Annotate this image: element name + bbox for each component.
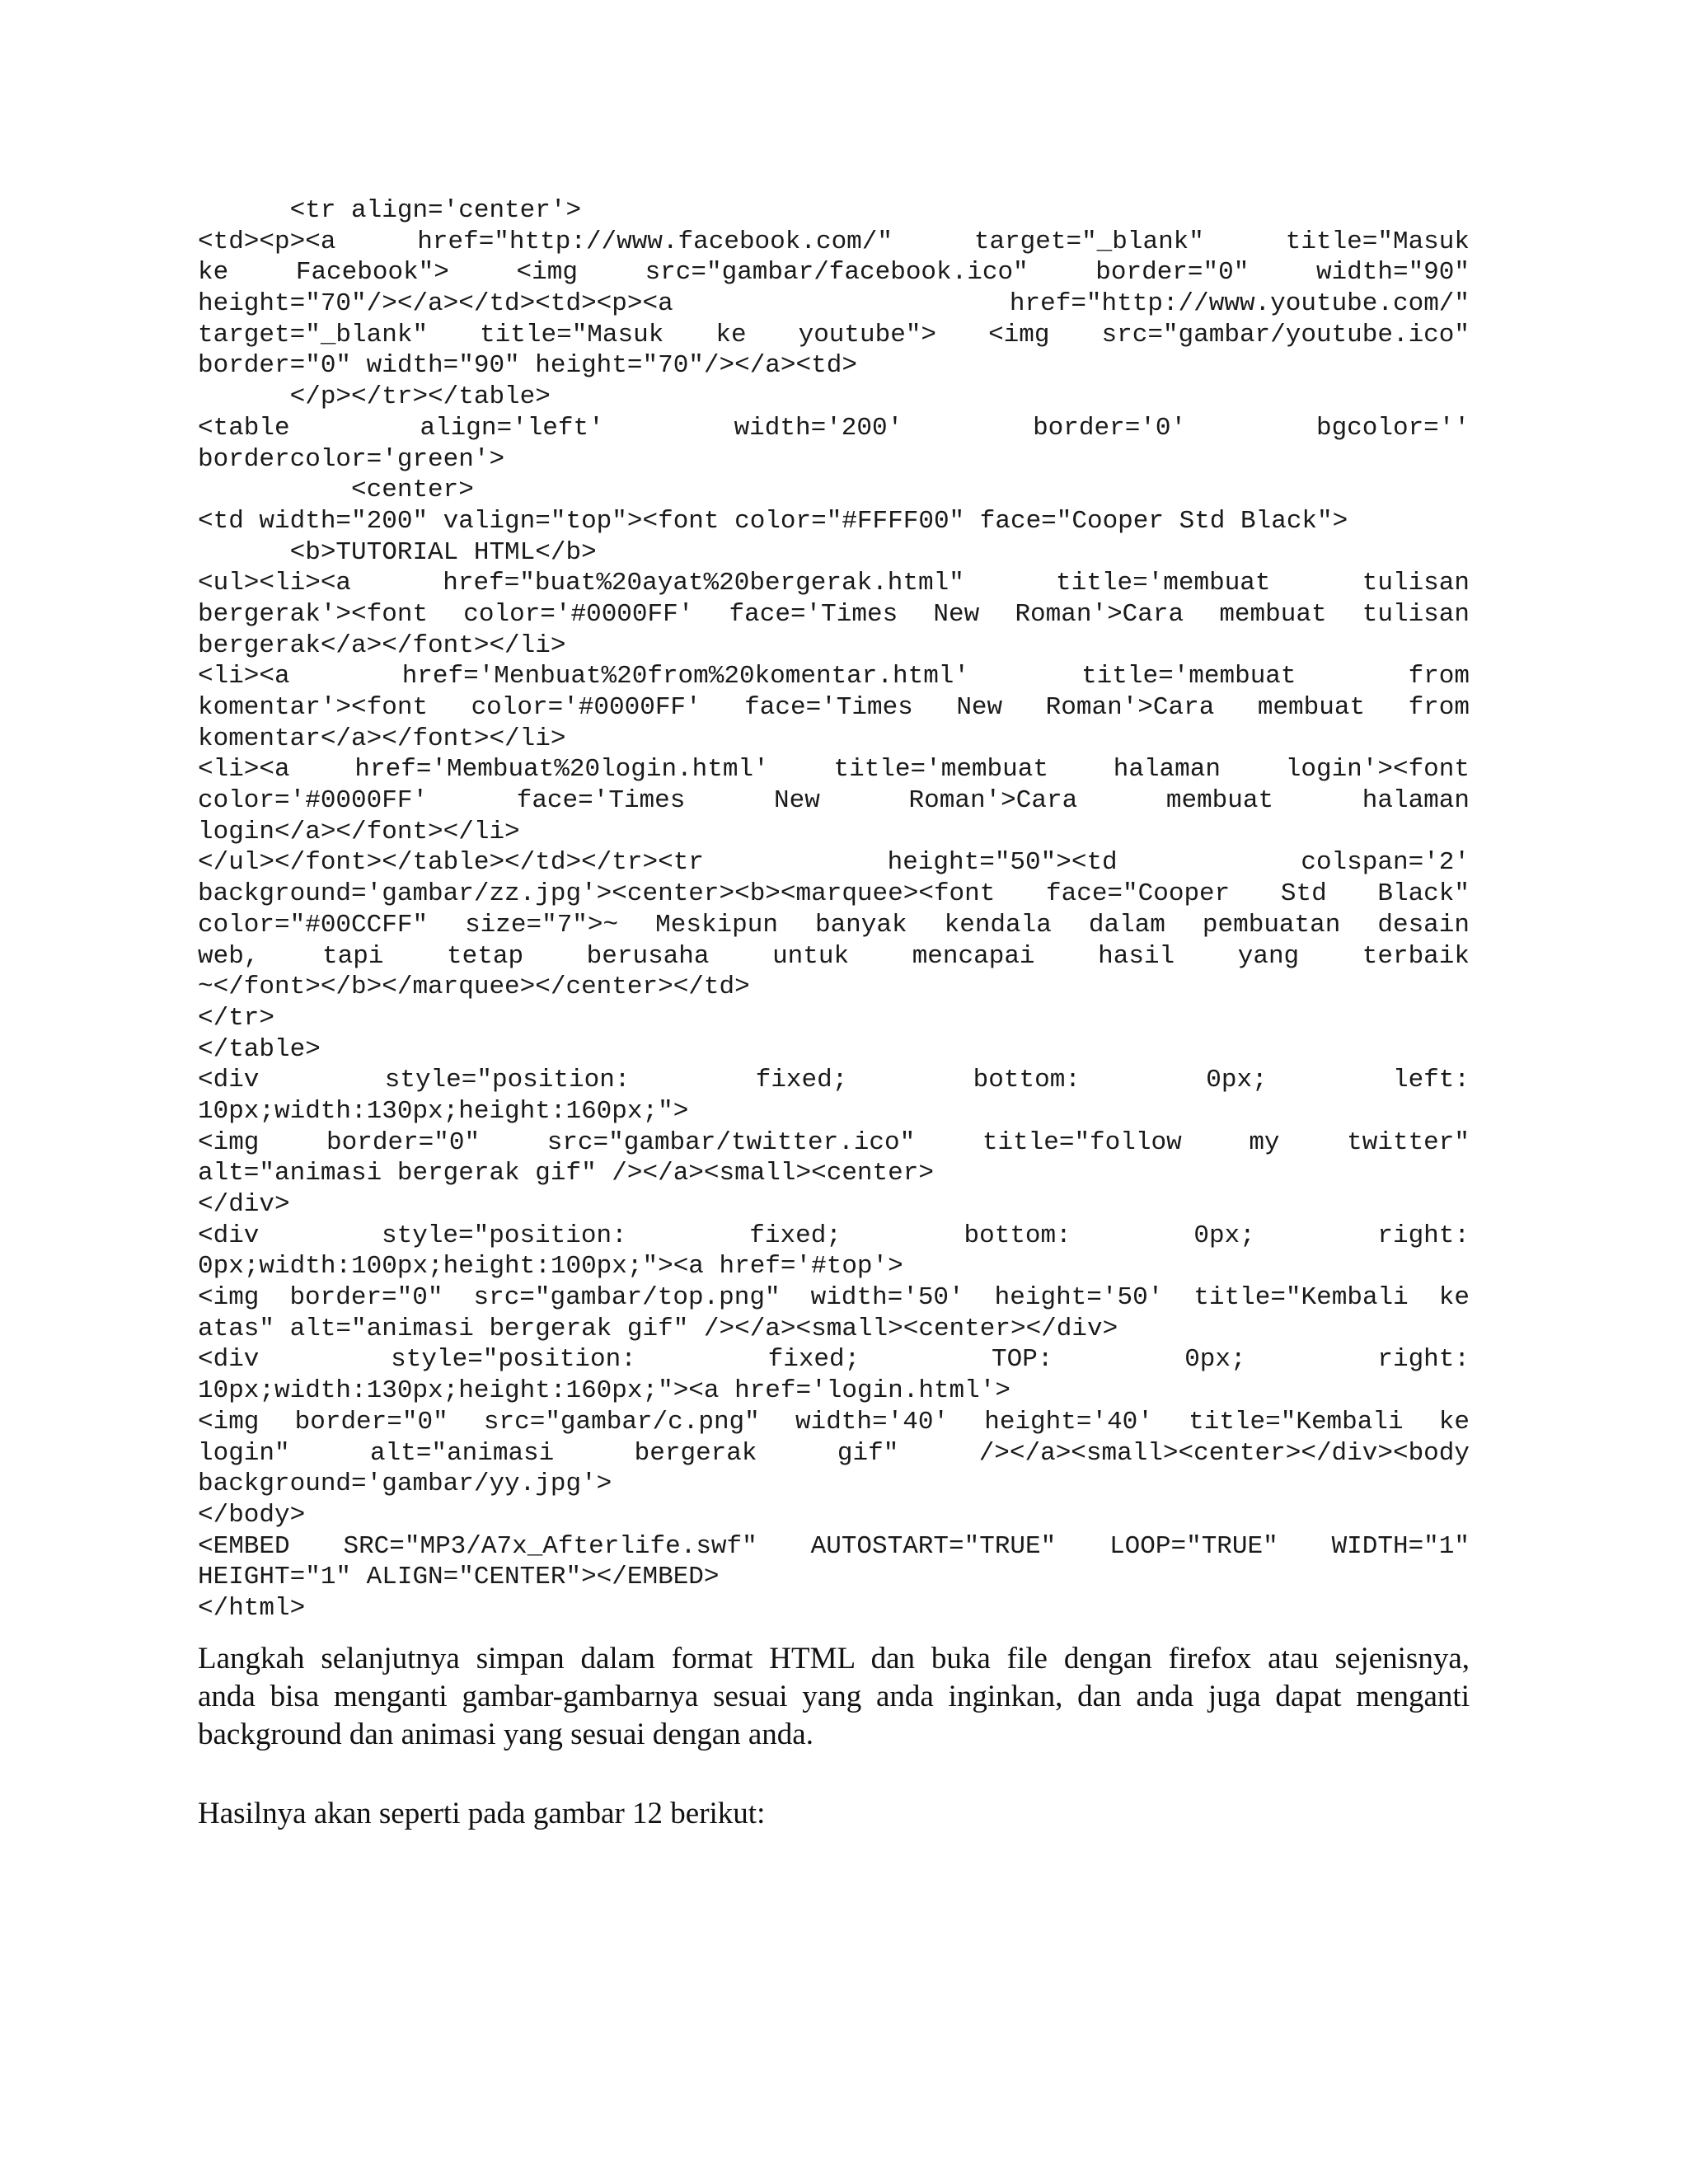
code-line: bergerak'><font color='#0000FF' face='Times New Roman'>Cara membuat tulisan (198, 599, 1470, 629)
code-line: color="#00CCFF" size="7">~ Meskipun banyak kendala dalam pembuatan desain (198, 910, 1470, 940)
code-line: <b>TUTORIAL HTML</b> (198, 537, 597, 567)
code-line: login" alt="animasi bergerak gif" /></a><small><center></div><body (198, 1438, 1470, 1468)
code-line: </div> (198, 1190, 290, 1219)
code-line: color='#0000FF' face='Times New Roman'>Cara membuat halaman (198, 786, 1470, 816)
code-line: </html> (198, 1593, 306, 1623)
code-line: bergerak</a></font></li> (198, 630, 566, 660)
code-line: bordercolor='green'> (198, 444, 505, 474)
code-line: 0px;width:100px;height:100px;"><a href='#top'> (198, 1252, 903, 1282)
code-line: <img border="0" src="gambar/c.png" width='40' height='40' title="Kembali ke (198, 1407, 1470, 1436)
paragraph-line: background dan animasi yang sesuai dengan anda. (198, 1718, 814, 1751)
code-line: <td><p><a href="http://www.facebook.com/" target="_blank" title="Masuk (198, 227, 1470, 256)
paragraph-instructions (198, 1640, 1470, 1754)
code-line: alt="animasi bergerak gif" /></a><small><center> (198, 1159, 934, 1188)
code-line: <div style="position: fixed; bottom: 0px; left: (198, 1066, 1470, 1095)
code-line: HEIGHT="1" ALIGN="CENTER"></EMBED> (198, 1563, 720, 1592)
code-line: ~</font></b></marquee></center></td> (198, 972, 750, 1002)
code-line: background='gambar/zz.jpg'><center><b><marquee><font face="Cooper Std Black" (198, 879, 1470, 909)
code-line: komentar</a></font></li> (198, 724, 566, 753)
code-line: height="70"/></a></td><td><p><a href="http://www.youtube.com/" (198, 289, 1470, 319)
code-line: <img border="0" src="gambar/top.png" width='50' height='50' title="Kembali ke (198, 1283, 1470, 1313)
code-line: login</a></font></li> (198, 817, 520, 846)
html-code-listing (198, 195, 1470, 1624)
code-line: <table align='left' width='200' border='0' bgcolor='' (198, 413, 1470, 443)
code-line: atas" alt="animasi bergerak gif" /></a><small><center></div> (198, 1314, 1118, 1343)
code-line: <img border="0" src="gambar/twitter.ico" title="follow my twitter" (198, 1127, 1470, 1157)
code-line: </table> (198, 1034, 321, 1064)
code-line: <div style="position: fixed; bottom: 0px; right: (198, 1221, 1470, 1250)
code-line: </ul></font></table></td></tr><tr height="50"><td colspan='2' (198, 848, 1470, 878)
code-line: 10px;width:130px;height:160px;"> (198, 1096, 689, 1126)
code-line: <ul><li><a href="buat%20ayat%20bergerak.html" title='membuat tulisan (198, 569, 1470, 598)
code-line: </tr> (198, 1003, 275, 1033)
code-line: <div style="position: fixed; TOP: 0px; right: (198, 1345, 1470, 1375)
code-line: </p></tr></table> (198, 382, 551, 412)
paragraph-line: Hasilnya akan seperti pada gambar 12 berikut: (198, 1797, 766, 1830)
code-line: <center> (198, 476, 474, 505)
paragraph-line: Langkah selanjutnya simpan dalam format HTML dan buka file dengan firefox atau sejenisnya, (198, 1642, 1470, 1675)
code-line: <td width="200" valign="top"><font color="#FFFF00" face="Cooper Std Black"> (198, 506, 1348, 536)
code-line: <tr align='center'> (198, 196, 582, 225)
code-line: <li><a href='Menbuat%20from%20komentar.html' title='membuat from (198, 662, 1470, 691)
code-line: <li><a href='Membuat%20login.html' title='membuat halaman login'><font (198, 755, 1470, 785)
code-line: ke Facebook"> <img src="gambar/facebook.ico" border="0" width="90" (198, 258, 1470, 288)
code-line: border="0" width="90" height="70"/></a><td> (198, 351, 857, 381)
code-line: target="_blank" title="Masuk ke youtube"> <img src="gambar/youtube.ico" (198, 320, 1470, 349)
code-line: 10px;width:130px;height:160px;"><a href='login.html'> (198, 1376, 1010, 1406)
paragraph-line: anda bisa menganti gambar-gambarnya sesuai yang anda inginkan, dan anda juga dapat menganti (198, 1680, 1470, 1713)
paragraph-result-caption (198, 1795, 1470, 1833)
code-line: komentar'><font color='#0000FF' face='Times New Roman'>Cara membuat from (198, 693, 1470, 722)
code-line: web, tapi tetap berusaha untuk mencapai hasil yang terbaik (198, 941, 1470, 971)
code-line: <EMBED SRC="MP3/A7x_Afterlife.swf" AUTOSTART="TRUE" LOOP="TRUE" WIDTH="1" (198, 1531, 1470, 1561)
code-line: </body> (198, 1500, 306, 1530)
code-line: background='gambar/yy.jpg'> (198, 1469, 612, 1499)
